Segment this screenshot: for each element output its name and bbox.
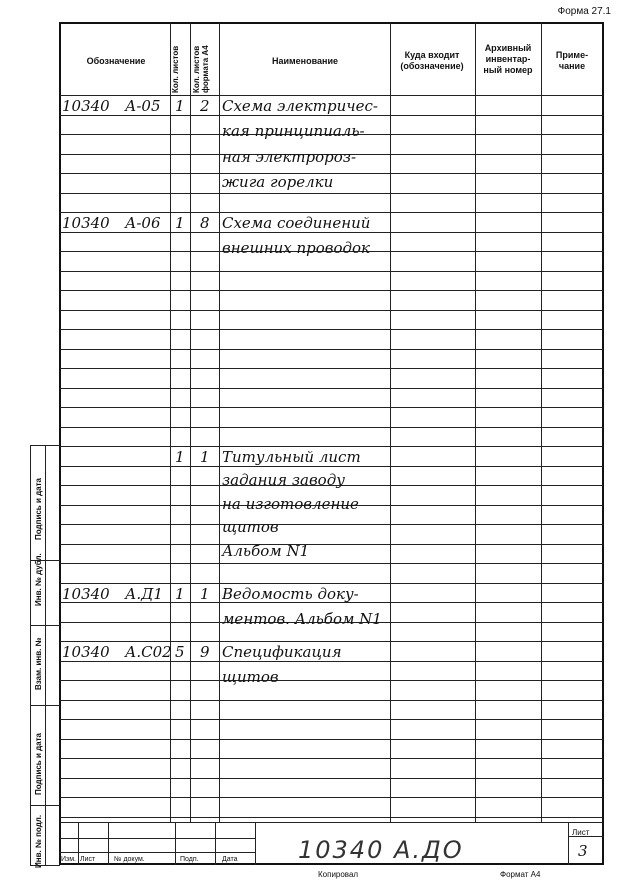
side-strip-line bbox=[30, 805, 60, 806]
entry-sheet-count: 1 bbox=[175, 584, 185, 603]
entry-sheet-count: 5 bbox=[175, 643, 185, 661]
row-line bbox=[60, 290, 603, 291]
stamp-column-line bbox=[215, 822, 216, 865]
row-line bbox=[60, 817, 603, 818]
column-line bbox=[541, 23, 542, 822]
row-line bbox=[60, 680, 603, 681]
row-line bbox=[60, 329, 603, 330]
entry-name-line: щитов bbox=[222, 518, 279, 537]
header-name: Наименование bbox=[271, 56, 339, 66]
column-line bbox=[190, 23, 191, 822]
entry-code: 10340 bbox=[62, 97, 110, 115]
stamp-col-date: Дата bbox=[222, 856, 238, 863]
side-strip-inner bbox=[45, 445, 46, 865]
row-line bbox=[60, 758, 603, 759]
row-line bbox=[60, 524, 603, 525]
entry-name-line: Ведомость доку- bbox=[222, 584, 359, 603]
stamp-col-sign: Подп. bbox=[180, 856, 199, 863]
entry-name-line: на изготовление bbox=[222, 494, 359, 513]
entry-a4-count: 1 bbox=[200, 448, 210, 466]
row-line bbox=[60, 407, 603, 408]
column-line bbox=[170, 23, 171, 822]
entry-name-line: жига горелки bbox=[222, 173, 334, 192]
stamp-sheet-label: Лист bbox=[572, 828, 590, 837]
side-strip-left bbox=[30, 445, 31, 865]
entry-a4-count: 8 bbox=[200, 214, 210, 232]
entry-a4-count: 2 bbox=[200, 97, 210, 115]
row-line bbox=[60, 212, 603, 213]
stamp-row-line bbox=[60, 838, 255, 839]
entry-suffix: А.Д1 bbox=[125, 584, 163, 603]
row-line bbox=[60, 719, 603, 720]
side-strip-line bbox=[30, 625, 60, 626]
side-strip-line bbox=[30, 705, 60, 706]
stamp-column-line bbox=[78, 822, 79, 865]
header-designation: Обозначение bbox=[86, 56, 146, 66]
entry-suffix: А-06 bbox=[125, 214, 161, 232]
row-line bbox=[60, 563, 603, 564]
side-dup-inv: Инв. № дубл. bbox=[34, 553, 43, 606]
column-line bbox=[219, 23, 220, 822]
row-line bbox=[60, 778, 603, 779]
footer-copied: Копировал bbox=[318, 870, 359, 879]
entry-sheet-count: 1 bbox=[175, 97, 185, 115]
entry-code: 10340 bbox=[62, 643, 110, 661]
row-line bbox=[60, 739, 603, 740]
entry-name-line: щитов bbox=[222, 668, 279, 687]
row-line bbox=[60, 232, 603, 233]
entry-sheet-count: 1 bbox=[175, 448, 185, 466]
stamp-sheet-number: 3 bbox=[578, 842, 588, 860]
row-line bbox=[60, 349, 603, 350]
entry-name-line: внешних проводок bbox=[222, 239, 371, 258]
column-line bbox=[475, 23, 476, 822]
header-sheet-count: Кол. листов bbox=[171, 45, 180, 93]
row-line bbox=[60, 466, 603, 467]
row-line bbox=[60, 388, 603, 389]
stamp-column-line bbox=[175, 822, 176, 865]
row-line bbox=[60, 661, 603, 662]
entry-name-line: кая принципиаль- bbox=[222, 122, 365, 141]
entry-name-line: ментов. Альбом N1 bbox=[222, 609, 382, 628]
header-archive: Архивный инвентар- ный номер bbox=[483, 43, 533, 75]
entry-name-line: Альбом N1 bbox=[222, 541, 310, 560]
entry-a4-count: 1 bbox=[200, 584, 210, 603]
row-line bbox=[60, 368, 603, 369]
stamp-row-line bbox=[60, 852, 255, 853]
header-note: Приме- чание bbox=[555, 50, 589, 71]
row-line bbox=[60, 544, 603, 545]
row-line bbox=[60, 797, 603, 798]
side-replace-inv: Взам. инв. № bbox=[34, 637, 43, 690]
entry-name-line: Схема электричес- bbox=[222, 97, 378, 115]
footer-format: Формат А4 bbox=[500, 870, 541, 879]
entry-name-line: Спецификация bbox=[222, 643, 342, 661]
row-line bbox=[60, 641, 603, 642]
stamp-column-line bbox=[108, 822, 109, 865]
side-strip-line bbox=[30, 445, 60, 446]
row-line bbox=[60, 193, 603, 194]
stamp-col-doc: № докум. bbox=[114, 856, 145, 863]
entry-code: 10340 bbox=[62, 584, 110, 603]
form-label: Форма 27.1 bbox=[557, 6, 611, 17]
entry-a4-count: 9 bbox=[200, 643, 210, 661]
entry-suffix: А-05 bbox=[125, 97, 161, 115]
stamp-document-code: 10340 А.ДО bbox=[298, 836, 464, 864]
header-bottom-line bbox=[60, 95, 603, 96]
header-where-used: Куда входит (обозначение) bbox=[400, 50, 464, 71]
entry-name-line: Титульный лист bbox=[222, 448, 361, 466]
stamp-column-line bbox=[568, 822, 569, 865]
row-line bbox=[60, 427, 603, 428]
entry-suffix: А.С02 bbox=[125, 643, 172, 661]
row-line bbox=[60, 115, 603, 116]
stamp-col-change: Изм. bbox=[61, 856, 76, 863]
row-line bbox=[60, 700, 603, 701]
header-a4-count: Кол. листов формата А4 bbox=[192, 45, 210, 93]
side-sign-date-2: Подпись и дата bbox=[34, 733, 43, 795]
side-orig-inv: Инв. № подл. bbox=[34, 814, 43, 868]
entry-name-line: Схема соединений bbox=[222, 214, 371, 232]
stamp-top-line bbox=[60, 822, 603, 823]
column-line bbox=[390, 23, 391, 822]
stamp-col-sheet: Лист bbox=[80, 856, 96, 863]
row-line bbox=[60, 271, 603, 272]
entry-code: 10340 bbox=[62, 214, 110, 232]
side-sign-date-1: Подпись и дата bbox=[34, 478, 43, 540]
row-line bbox=[60, 446, 603, 447]
entry-name-line: задания заводу bbox=[222, 471, 345, 490]
entry-sheet-count: 1 bbox=[175, 214, 185, 232]
stamp-column-line bbox=[255, 822, 256, 865]
entry-name-line: ная электророз- bbox=[222, 147, 357, 166]
row-line bbox=[60, 310, 603, 311]
